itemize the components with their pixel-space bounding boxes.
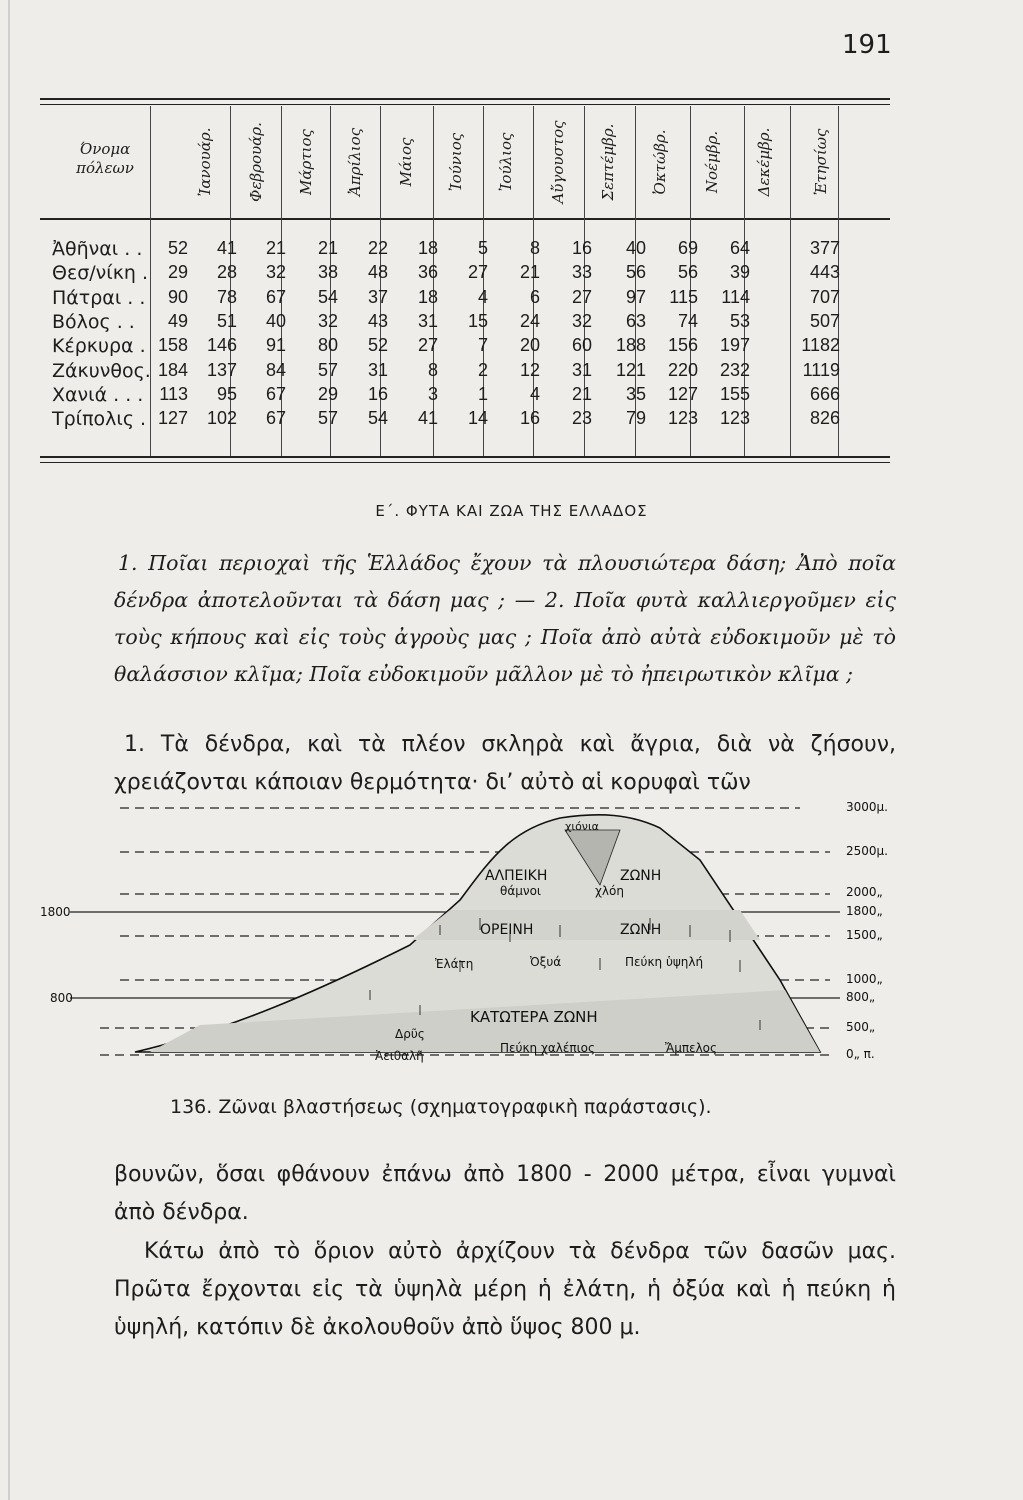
- rainfall-value: 51: [216, 310, 237, 331]
- rainfall-value: 33: [571, 262, 592, 283]
- rainfall-value: 123: [719, 408, 750, 429]
- rainfall-value: 5: [477, 238, 488, 258]
- city-name: Κέρκυρα .: [52, 335, 146, 358]
- rainfall-value: 29: [317, 383, 338, 404]
- rainfall-value: 113: [159, 383, 188, 404]
- rainfall-value: 16: [571, 238, 592, 258]
- table-row: [40, 287, 890, 311]
- table-rule: [40, 98, 890, 100]
- rainfall-value: 155: [719, 383, 750, 404]
- rainfall-value: 31: [571, 359, 592, 380]
- table-rule: [40, 218, 890, 220]
- altitude-label: 500„: [846, 1020, 876, 1034]
- rainfall-value: 666: [809, 383, 840, 404]
- altitude-label: 1500„: [846, 928, 883, 942]
- page-edge: [8, 0, 10, 1500]
- rainfall-value: 91: [265, 335, 286, 356]
- rainfall-value: 197: [719, 335, 750, 356]
- rainfall-value: 123: [667, 408, 698, 429]
- rainfall-value: 21: [571, 383, 592, 404]
- table-rule: [40, 462, 890, 463]
- rainfall-value: 69: [677, 238, 698, 258]
- rainfall-value: 23: [571, 408, 592, 429]
- city-name: Βόλος . .: [52, 310, 135, 333]
- rainfall-value: 27: [467, 262, 488, 283]
- rainfall-value: 56: [625, 262, 646, 283]
- rainfall-value: 18: [417, 286, 438, 307]
- rainfall-value: 14: [467, 408, 488, 429]
- rainfall-value: 43: [367, 310, 388, 331]
- month-header-label: Φεβρουάρ.: [247, 122, 265, 202]
- rainfall-value: 3: [427, 383, 438, 404]
- rainfall-value: 32: [571, 310, 592, 331]
- plant-label-grass: χλόη: [595, 884, 624, 898]
- plant-label-snow: χιόνια: [565, 820, 599, 833]
- rainfall-value: 188: [615, 335, 646, 356]
- rainfall-value: 60: [571, 335, 592, 356]
- table-row: [40, 238, 890, 262]
- rainfall-value: 22: [367, 238, 388, 258]
- plant-label-high-pine: Πεύκη ὑψηλή: [625, 955, 704, 969]
- month-header-label: Μάιος: [397, 137, 415, 187]
- plant-label-oak: Δρῦς: [395, 1027, 425, 1041]
- rainfall-value: 32: [317, 310, 338, 331]
- table-row: [40, 262, 890, 286]
- rainfall-value: 57: [317, 408, 338, 429]
- altitude-label: 1800„: [846, 904, 883, 918]
- rainfall-value: 67: [265, 286, 286, 307]
- city-name: Χανιά . . .: [52, 383, 144, 406]
- zone-label-lower: ΚΑΤΩΤΕΡΑ ΖΩΝΗ: [470, 1008, 598, 1026]
- rainfall-value: 2: [477, 359, 488, 380]
- rainfall-value: 56: [677, 262, 698, 283]
- rainfall-value: 707: [809, 286, 840, 307]
- zone-label-alpine: ΑΛΠΕΙΚΗ: [485, 868, 548, 884]
- city-name: Ἀθῆναι . .: [52, 238, 143, 260]
- rainfall-value: 156: [667, 335, 698, 356]
- rainfall-value: 57: [317, 359, 338, 380]
- plant-label-vine: Ἄμπελος: [665, 1041, 718, 1055]
- table-row: [40, 408, 890, 432]
- altitude-label-left: 1800: [40, 905, 71, 919]
- rainfall-value: 16: [519, 408, 540, 429]
- month-header-label: Νοέμβρ.: [703, 130, 721, 194]
- plant-label-shrubs: θάμνοι: [500, 884, 541, 898]
- rainfall-value: 67: [265, 408, 286, 429]
- mountain-zone-shading: [412, 910, 760, 940]
- rainfall-value: 40: [265, 310, 286, 331]
- figure-caption: 136. Ζῶναι βλαστήσεως (σχηματογραφικὴ παράστασις).: [170, 1096, 712, 1118]
- rainfall-value: 4: [477, 286, 488, 307]
- rainfall-value: 21: [317, 238, 338, 258]
- rainfall-value: 127: [667, 383, 698, 404]
- table-row: [40, 335, 890, 359]
- rainfall-value: 28: [216, 262, 237, 283]
- rainfall-value: 37: [367, 286, 388, 307]
- rainfall-value: 48: [367, 262, 388, 283]
- rainfall-value: 1119: [802, 359, 840, 380]
- rainfall-value: 20: [519, 335, 540, 356]
- rainfall-value: 24: [519, 310, 540, 331]
- month-header-label: Δεκέμβρ.: [755, 127, 773, 197]
- city-name-header: Όνομα πόλεων: [76, 140, 134, 177]
- month-header-label: Ἐτησίως: [812, 128, 830, 196]
- rainfall-value: 49: [167, 310, 188, 331]
- rainfall-value: 220: [667, 359, 698, 380]
- rainfall-value: 78: [216, 286, 237, 307]
- rainfall-value: 127: [157, 408, 188, 429]
- rainfall-value: 16: [367, 383, 388, 404]
- body-paragraph-2: Κάτω ἀπὸ τὸ ὅριον αὐτὸ ἀρχίζουν τὰ δένδρα τῶν δασῶν μας. Πρῶτα ἔρχονται εἰς τὰ ὑψηλὰ μέρη ἡ ἐλάτη, ἡ ὀξύα καὶ ἡ πεύκη ἡ ὑψηλή, κατόπιν δὲ ἀκολουθοῦν ἀπὸ ὕψος 800 μ.: [114, 1239, 896, 1340]
- rainfall-value: 507: [809, 310, 840, 331]
- altitude-label: 2000„: [846, 885, 883, 899]
- rainfall-value: 41: [216, 238, 237, 258]
- questions-paragraph: 1. Ποῖαι περιοχαὶ τῆς Ἑλλάδος ἔχουν τὰ πλουσιώτερα δάση; Ἀπὸ ποῖα δένδρα ἀποτελοῦνται τὰ δάση μας ; — 2. Ποῖα φυτὰ καλλιεργοῦμεν εἰς τοὺς κήπους καὶ εἰς τοὺς ἀγροὺς μας ; Ποῖα ἀπὸ αὐτὰ εὐδοκιμοῦν μὲ τὸ θαλάσσιον κλῖμα; Ποῖα εὐδοκιμοῦν μᾶλλον μὲ τὸ ἠπειρωτικὸν κλῖμα ;: [114, 551, 896, 686]
- rainfall-value: 32: [265, 262, 286, 283]
- rainfall-value: 1182: [801, 335, 840, 356]
- zone-label-mountain: ΟΡΕΙΝΗ: [480, 922, 534, 938]
- altitude-label: 3000μ.: [846, 800, 888, 814]
- city-name: Τρίπολις .: [52, 408, 147, 431]
- rainfall-value: 52: [367, 335, 388, 356]
- rainfall-value: 1: [477, 383, 488, 404]
- rainfall-value: 121: [615, 359, 646, 380]
- rainfall-value: 7: [477, 335, 488, 356]
- rainfall-value: 18: [417, 238, 438, 258]
- plant-label-fir: Ἐλάτη: [435, 957, 474, 971]
- rainfall-value: 443: [809, 262, 840, 283]
- table-row: [40, 311, 890, 335]
- rainfall-value: 102: [206, 408, 237, 429]
- month-header-label: Σεπτέμβρ.: [599, 123, 617, 201]
- rainfall-value: 15: [467, 310, 488, 331]
- body-paragraph-1: βουνῶν, ὅσαι φθάνουν ἐπάνω ἀπὸ 1800 - 2000 μέτρα, εἶναι γυμναὶ ἀπὸ δένδρα.: [114, 1162, 896, 1225]
- table-row: [40, 360, 890, 384]
- rainfall-value: 95: [216, 383, 237, 404]
- month-header-label: Ἀπρίλιος: [346, 127, 364, 197]
- rainfall-value: 184: [157, 359, 188, 380]
- rainfall-value: 54: [367, 408, 388, 429]
- month-header-label: Ἰούλιος: [497, 132, 515, 192]
- rainfall-value: 38: [317, 262, 338, 283]
- rainfall-value: 27: [417, 335, 438, 356]
- zone-label-mountain-zone: ΖΩΝΗ: [620, 922, 662, 938]
- rainfall-value: 31: [367, 359, 388, 380]
- rainfall-value: 53: [729, 310, 750, 331]
- rainfall-value: 41: [417, 408, 438, 429]
- rainfall-value: 158: [157, 335, 188, 356]
- zone-label-alpine-zone: ΖΩΝΗ: [620, 868, 662, 884]
- table-rule: [40, 104, 890, 105]
- altitude-label-left: 800: [50, 991, 73, 1005]
- rainfall-value: 232: [719, 359, 750, 380]
- rainfall-value: 146: [206, 335, 237, 356]
- altitude-label: 800„: [846, 990, 876, 1004]
- rainfall-value: 35: [625, 383, 646, 404]
- altitude-label: 0„ π.: [846, 1047, 875, 1061]
- month-header-label: Ἰούνιος: [447, 132, 465, 192]
- rainfall-value: 826: [809, 408, 840, 429]
- page-number: 191: [842, 30, 892, 60]
- rainfall-value: 21: [265, 238, 286, 258]
- rainfall-value: 64: [729, 238, 750, 258]
- altitude-label: 2500μ.: [846, 844, 888, 858]
- rainfall-value: 377: [809, 238, 840, 258]
- rainfall-value: 27: [571, 286, 592, 307]
- city-name: Πάτραι . .: [52, 286, 146, 309]
- vegetation-zones-figure: [40, 790, 940, 1090]
- rainfall-value: 79: [625, 408, 646, 429]
- rainfall-value: 67: [265, 383, 286, 404]
- rainfall-value: 36: [417, 262, 438, 283]
- rainfall-value: 31: [417, 310, 438, 331]
- rainfall-value: 54: [317, 286, 338, 307]
- rainfall-value: 74: [677, 310, 698, 331]
- altitude-label: 1000„: [846, 972, 883, 986]
- answer-paragraph: 1. Τὰ δένδρα, καὶ τὰ πλέον σκληρὰ καὶ ἄγρια, διὰ νὰ ζήσουν, χρειάζονται κάποιαν θερμότητα· δι’ αὐτὸ αἱ κορυφαὶ τῶν: [114, 732, 896, 795]
- plant-label-aleppo-pine: Πεύκη χαλέπιος: [500, 1041, 596, 1055]
- table-row: [40, 384, 890, 408]
- month-header-label: Αὔγουστος: [549, 120, 567, 204]
- rainfall-value: 63: [625, 310, 646, 331]
- rainfall-value: 84: [265, 359, 286, 380]
- rainfall-value: 39: [729, 262, 750, 283]
- rainfall-value: 21: [519, 262, 540, 283]
- plant-label-beech: Ὀξυά: [530, 955, 562, 969]
- rainfall-value: 114: [721, 286, 750, 307]
- rainfall-value: 90: [167, 286, 188, 307]
- rainfall-value: 137: [206, 359, 237, 380]
- rainfall-value: 8: [529, 238, 540, 258]
- month-header-label: Μάρτιος: [297, 129, 315, 195]
- city-name: Ζάκυνθος.: [52, 359, 151, 382]
- month-header-label: Ὀκτώβρ.: [651, 129, 669, 195]
- table-rule: [40, 456, 890, 458]
- rainfall-value: 6: [529, 286, 540, 307]
- rainfall-value: 4: [529, 383, 540, 404]
- rainfall-value: 29: [167, 262, 188, 283]
- month-header-label: Ἰανουάρ.: [196, 127, 214, 197]
- rainfall-value: 115: [669, 286, 698, 307]
- rainfall-value: 40: [625, 238, 646, 258]
- rainfall-value: 80: [317, 335, 338, 356]
- rainfall-value: 97: [625, 286, 646, 307]
- plant-label-evergreen: Ἀειθαλῆ: [375, 1049, 424, 1063]
- rainfall-value: 8: [427, 359, 438, 380]
- rainfall-value: 12: [519, 359, 540, 380]
- city-name: Θεσ/νίκη .: [52, 262, 149, 285]
- rainfall-value: 52: [167, 238, 188, 258]
- section-heading: Ε΄. ΦΥΤΑ ΚΑΙ ΖΩΑ ΤΗΣ ΕΛΛΑΔΟΣ: [375, 502, 648, 520]
